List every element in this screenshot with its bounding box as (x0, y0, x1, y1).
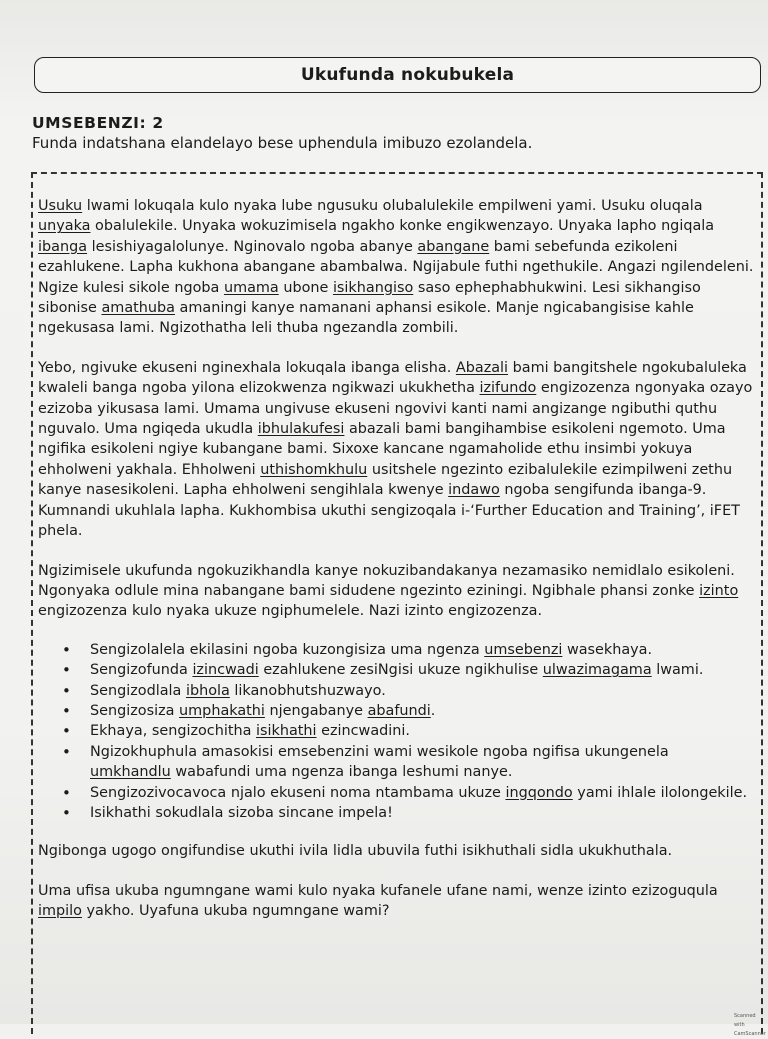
text: abazali bami bangihambise esikoleni ngemoto. Uma ngifika esikoleni ngiye kubangane bami. Sixoxe kancane ngamaholide ethu insimbi yokuya ehholweni yakhala. Ehholweni (38, 421, 726, 478)
text: Sengizozivocavoca njalo ekuseni noma ntambama ukuze (90, 784, 506, 801)
title-banner (34, 57, 761, 93)
text: bami bangitshele ngokubaluleka kwaleli banga ngoba yilona elizokwenza ngikwazi ukukhetha (38, 359, 747, 397)
text: lwami lokuqala kulo nyaka lube ngusuku olubalulekile empilweni yami. Usuku oluqala (82, 198, 703, 214)
text: Ngizokhuphula amasokisi emsebenzini wami wesikole ngoba ngifisa ukungenela (90, 743, 669, 760)
text: Sengizofunda (90, 662, 193, 679)
instruction-text: Funda indatshana elandelayo bese uphendula imibuzo ezolandela. (32, 134, 533, 152)
text: Ngizimisele ukufunda ngokuzikhandla kanye nokuzibandakanya nezamasiko nemidlalo esikoleni. Ngonyaka odlule mina nabangane bami sidudene ngezinto eziningi. Ngibhale phansi zonke (38, 562, 735, 599)
text: Ekhaya, sengizochitha (90, 723, 256, 740)
section-heading: UMSEBENZI: 2 (32, 114, 164, 132)
paragraph-5 (38, 881, 754, 922)
vocab-word: ibhola (185, 682, 230, 699)
paragraph-1 (38, 196, 754, 339)
text: Yebo, ngivuke ekuseni nginexhala lokuqala ibanga elisha. (38, 359, 456, 376)
list-item (90, 803, 754, 823)
text: lesishiyagalolunye. Nginovalo ngoba abanye (87, 238, 418, 255)
scanner-watermark: Scanned with CamScanner (734, 1013, 766, 1037)
text: wasekhaya. (562, 641, 653, 658)
vocab-word: izifundo (479, 380, 537, 397)
vocab-word: ulwazimagama (542, 662, 652, 679)
list-item (90, 640, 754, 660)
vocab-word: izinto (699, 582, 739, 599)
paragraph-4: Ngibonga ugogo ongifundise ukuthi ivila lidla ubuvila futhi isikhuthali sidla ukukhuthala. (38, 843, 673, 860)
text: yakho. Uyafuna ukuba ngumngane wami? (81, 903, 390, 920)
text: engizozenza kulo nyaka ukuze ngiphumelele. Nazi izinto engizozenza. (38, 603, 543, 620)
text: wabafundi uma ngenza ibanga leshumi nanye. (170, 764, 513, 781)
vocab-word: indawo (448, 482, 500, 499)
text: ubone (278, 279, 333, 296)
list-item (90, 742, 754, 783)
text: Sengizodlala (90, 682, 186, 699)
vocab-word: umsebenzi (484, 641, 563, 658)
text: Sengizolalela ekilasini ngoba kuzongisiza uma ngenza (90, 641, 485, 658)
text: engizozenza ngonyaka ozayo ezizoba yikusasa lami. Umama ungivuse ekuseni ngovivi kanti nami angizange ngibuthi quthu nguvalo. Uma ngiqeda ukudla (38, 380, 753, 438)
goals-list (38, 640, 754, 824)
text: obalulekile. Unyaka wokuzimisela ngakho konke engikwenzayo. Unyaka lapho ngiqala (90, 218, 715, 235)
text: likanobhutshuzwayo. (229, 682, 386, 699)
text: lwami. (651, 662, 704, 679)
text: njengabanye (264, 702, 368, 719)
vocab-word: izincwadi (192, 662, 259, 679)
list-item (90, 681, 754, 701)
vocab-word: umphakathi (179, 702, 265, 719)
vocab-word: umkhandlu (90, 764, 171, 781)
text: saso ephephabhukwini. Lesi sikhangiso sibonise (38, 279, 701, 317)
vocab-word: isikhathi (256, 723, 317, 740)
paragraph-3 (38, 561, 754, 622)
vocab-word: ingqondo (505, 784, 573, 801)
vocab-word: Usuku (38, 198, 83, 214)
list-item (90, 701, 754, 721)
text: bami sebefunda ezikoleni ezahlukene. Lapha kukhona abangane abambalwa. Ngijabule futhi ngethukile. Angazi ngilendeleni. Ngize kulesi sikole ngoba (38, 238, 754, 296)
vocab-word: ibhulakufesi (257, 421, 345, 438)
text: Isikhathi sokudlala sizoba sincane impela! (90, 804, 393, 821)
list-item (90, 660, 754, 680)
vocab-word: amathuba (101, 300, 175, 317)
vocab-word: abafundi (367, 702, 431, 719)
reading-passage (38, 196, 754, 941)
page-title: Ukufunda nokubukela (300, 65, 515, 85)
paragraph-2 (38, 358, 754, 542)
text: Uma ufisa ukuba ngumngane wami kulo nyaka kufanele ufane nami, wenze izinto ezizoguqula (38, 882, 718, 899)
list-item (90, 783, 754, 803)
vocab-word: umama (223, 279, 279, 296)
vocab-word: impilo (38, 903, 82, 920)
vocab-word: abangane (417, 238, 490, 255)
text: amaningi kanye namanani aphansi esikole. Manje ngicabangisise kahle ngekusasa lami. Ngizothatha leli thuba ngezandla zombili. (38, 300, 694, 337)
text: yami ihlale ilolongekile. (572, 784, 748, 801)
vocab-word: isikhangiso (332, 279, 414, 296)
vocab-word: uthishomkhulu (260, 461, 368, 478)
text: ezincwadini. (316, 723, 410, 740)
list-item (90, 721, 754, 741)
text: usitshele ngezinto ezibalulekile ezimpilweni zethu kanye nasesikoleni. Lapha ehholweni sengihlala kwenye (38, 461, 733, 499)
vocab-word: ibanga (38, 238, 88, 255)
text: ngoba sengifunda ibanga-9. Kumnandi ukuhlala lapha. Kukhombisa ukuthi sengizoqala i-‘Further Education and Training’, iFET phela. (38, 482, 740, 540)
text: Sengizosiza (90, 702, 180, 719)
vocab-word: Abazali (455, 359, 509, 376)
text: . (430, 702, 436, 719)
text: ezahlukene zesiNgisi ukuze ngikhulise (258, 662, 543, 679)
vocab-word: unyaka (38, 218, 91, 235)
